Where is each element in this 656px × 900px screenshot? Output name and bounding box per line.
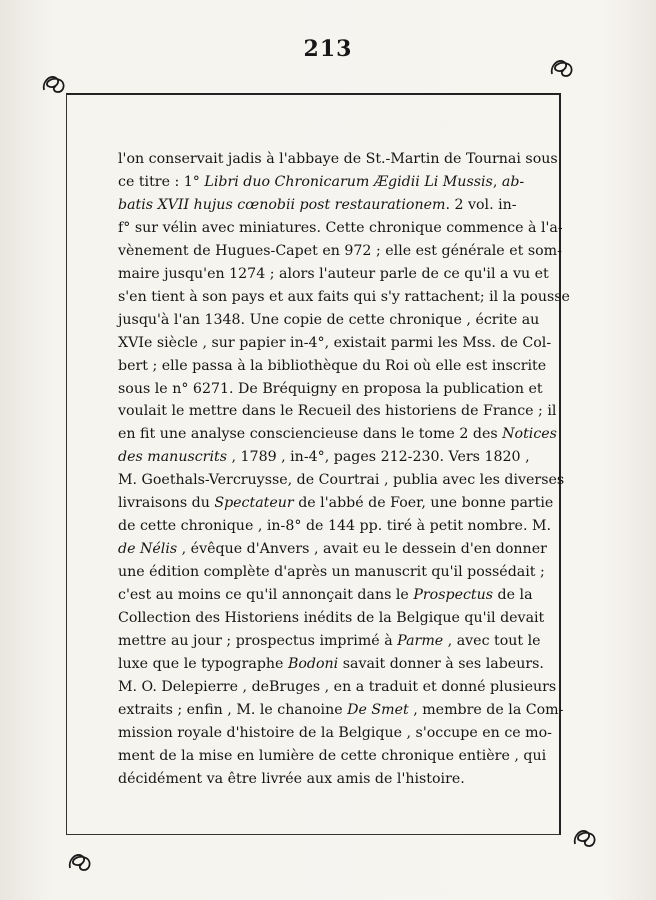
text-span: ment de la mise en lumière de cette chronique entière , qui — [118, 747, 547, 764]
text-span: de l'abbé de Foer, une bonne partie — [293, 495, 554, 512]
text-line — [118, 423, 557, 446]
text-span: , avec tout le — [443, 633, 541, 650]
text-span: . 2 vol. in- — [445, 196, 517, 213]
italic-text: de Nélis — [118, 541, 178, 558]
text-span: mission royale d'histoire de la Belgique , s'occupe en ce mo- — [118, 724, 552, 741]
text-line — [118, 699, 564, 722]
text-line — [118, 722, 552, 745]
text-span: extraits ; enfin , M. le chanoine — [118, 701, 348, 718]
text-span: M. O. Delepierre , deBruges , en a traduit et donné plusieurs — [118, 678, 557, 695]
text-span: savait donner à ses labeurs. — [338, 655, 544, 672]
italic-text: des manuscrits — [118, 449, 227, 466]
text-span: s'en tient à son pays et aux faits qui s'y rattachent; il la pousse — [118, 288, 570, 305]
page-number: 213 — [303, 36, 353, 62]
text-line — [118, 355, 547, 378]
text-span: de cette chronique , in-8° de 144 pp. tiré à petit nombre. M. — [118, 518, 551, 535]
text-line — [118, 584, 533, 607]
text-span: M. Goethals-Vercruysse, de Courtrai , publia avec les diverses — [118, 472, 565, 489]
text-span: , 1789 , in-4°, pages 212-230. Vers 1820 , — [226, 449, 530, 466]
text-span: mettre au jour ; prospectus imprimé à — [118, 633, 398, 650]
text-line — [118, 217, 563, 240]
text-span: Collection des Historiens inédits de la Belgique qu'il devait — [118, 610, 545, 627]
text-line — [118, 676, 557, 699]
text-span: décidément va être livrée aux amis de l'histoire. — [118, 770, 465, 787]
text-line — [118, 469, 565, 492]
text-span: XVIe siècle , sur papier in-4°, existait parmi les Mss. de Col- — [118, 334, 552, 351]
text-span: sous le n° 6271. De Bréquigny en proposa la publication et — [118, 380, 543, 397]
text-line — [118, 515, 551, 538]
text-line — [118, 561, 545, 584]
text-span: , évêque d'Anvers , avait eu le dessein d'en donner — [177, 541, 547, 558]
text-line — [118, 148, 558, 171]
text-line — [118, 309, 540, 332]
text-span: bert ; elle passa à la bibliothèque du Roi où elle est inscrite — [118, 357, 547, 374]
text-span: f° sur vélin avec miniatures. Cette chronique commence à l'a- — [118, 219, 563, 236]
text-span: luxe que le typographe — [118, 655, 288, 672]
text-line — [118, 171, 525, 194]
text-span: , membre de la Com- — [408, 701, 564, 718]
text-line — [118, 492, 554, 515]
text-line — [118, 240, 562, 263]
text-line — [118, 378, 543, 401]
text-span: livraisons du — [118, 495, 215, 512]
flourish-ornament — [548, 56, 576, 80]
italic-text: De Smet — [347, 701, 409, 718]
text-span: vènement de Hugues-Capet en 972 ; elle est générale et som- — [118, 242, 562, 259]
text-line — [118, 538, 547, 561]
body-text — [118, 148, 570, 791]
text-line — [118, 332, 552, 355]
text-span: , — [492, 173, 502, 190]
text-span: c'est au moins ce qu'il annonçait dans le — [118, 587, 414, 604]
text-span: de la — [493, 587, 533, 604]
text-span: ce titre : 1° — [118, 173, 205, 190]
text-span: en fit une analyse consciencieuse dans le tome 2 des — [118, 426, 503, 443]
italic-text: Parme — [397, 633, 444, 650]
text-line — [118, 745, 547, 768]
text-line — [118, 263, 549, 286]
text-span: voulait le mettre dans le Recueil des historiens de France ; il — [118, 403, 557, 420]
text-line — [118, 653, 544, 676]
text-line — [118, 446, 530, 469]
flourish-ornament — [40, 72, 68, 96]
text-span: l'on conservait jadis à l'abbaye de St.-Martin de Tournai sous — [118, 151, 558, 167]
flourish-ornament — [66, 850, 94, 874]
text-span: jusqu'à l'an 1348. Une copie de cette chronique , écrite au — [118, 311, 540, 328]
italic-text: Notices — [502, 426, 557, 443]
italic-text: ab- — [501, 173, 525, 190]
text-line — [118, 768, 512, 791]
text-line — [118, 400, 557, 423]
italic-text: Bodoni — [287, 655, 339, 672]
italic-text: Prospectus — [413, 587, 494, 604]
text-line — [118, 607, 545, 630]
text-line — [118, 630, 541, 653]
text-line — [118, 194, 517, 217]
text-line — [118, 286, 570, 309]
text-span: maire jusqu'en 1274 ; alors l'auteur parle de ce qu'il a vu et — [118, 265, 549, 282]
text-span: une édition complète d'après un manuscrit qu'il possédait ; — [118, 564, 545, 581]
italic-text: batis XVII hujus cœnobii post restaurationem — [118, 196, 446, 213]
italic-text: Spectateur — [214, 495, 294, 512]
flourish-ornament — [571, 826, 599, 850]
italic-text: Libri duo Chronicarum Ægidii Li Mussis — [204, 173, 493, 190]
